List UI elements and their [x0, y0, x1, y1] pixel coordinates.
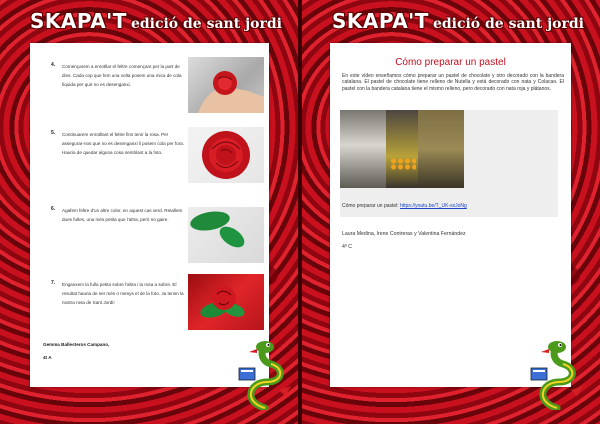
article-class: 4º C — [342, 244, 352, 250]
magazine-title — [332, 9, 584, 33]
rolling-felt-photo — [188, 57, 264, 113]
green-leaves-photo — [188, 207, 264, 263]
right-content-sheet — [330, 43, 571, 387]
video-link-row — [342, 203, 467, 209]
video-thumbnail[interactable] — [340, 110, 464, 188]
dragon-illustration — [235, 340, 295, 410]
article-authors: Laura Medina, Irene Contreras y Valentina Fernández — [342, 231, 466, 237]
video-frame-left — [340, 110, 386, 188]
step-number: 4. — [51, 62, 56, 68]
magazine-title-main: SKAPA'T — [30, 9, 127, 33]
right-page — [302, 0, 600, 424]
author-name: Gemma Ballesteros Campano, — [43, 342, 110, 347]
step-number: 7. — [51, 280, 56, 286]
magazine-title-sub: edició de sant jordi — [432, 16, 584, 32]
video-frame-center — [386, 110, 418, 188]
step-text: Començarem a enrotllar el feltre començant per la part de dins. Cada cop que fem una volta posem una mica de cola líquida per què no es desenganxi. — [62, 64, 182, 87]
dragon-illustration — [527, 340, 587, 410]
video-frame-right — [418, 110, 464, 188]
video-link[interactable]: https://youtu.be/T_UK-sxJoNg — [400, 203, 467, 209]
step-text: Continuarem enrotllant el feltre fins tenir la rosa. Per assegurar-nos que no es desenganxi li posem cola per fora. Hauria de quedar alguna cosa semblant a la foto. — [62, 132, 185, 155]
magazine-title-main: SKAPA'T — [332, 9, 429, 33]
left-page — [0, 0, 298, 424]
step-number: 6. — [51, 206, 56, 212]
step-number: 5. — [51, 130, 56, 136]
magazine-title — [30, 9, 282, 33]
video-food-detail — [390, 158, 416, 170]
article-title: Cómo preparar un pastel — [395, 57, 506, 68]
step-text: Enganxem la fulla petita sobre l'altra i la rosa a sobre. El resultat hauria de ser més o menys el de la foto. Ja tenim la nostra rosa de Sant Jordi! — [62, 282, 184, 305]
felt-rose-photo — [188, 127, 264, 183]
article-body: En este vídeo enseñamos cómo preparar un pastel de chocolate y otro decorado con la bandera catalana. El pastel de chocolate tiene relleno de Nutella y está decorado con nata y Colacao. El pastel con la bandera catalana tiene el mismo relleno, pero decorado con nata roja y plátanos. — [342, 73, 564, 92]
author-class: 4t A — [43, 355, 52, 360]
step-text: Agafem feltre d'un altre color, en aquest cas verd. Retallem dues fulles, una més petita que l'altra, però no gaire. — [62, 208, 183, 222]
magazine-title-sub: edició de sant jordi — [130, 16, 282, 32]
left-content-sheet — [30, 43, 269, 387]
video-link-label: Cómo preparar un pastel: — [342, 203, 399, 209]
finished-rose-photo — [188, 274, 264, 330]
